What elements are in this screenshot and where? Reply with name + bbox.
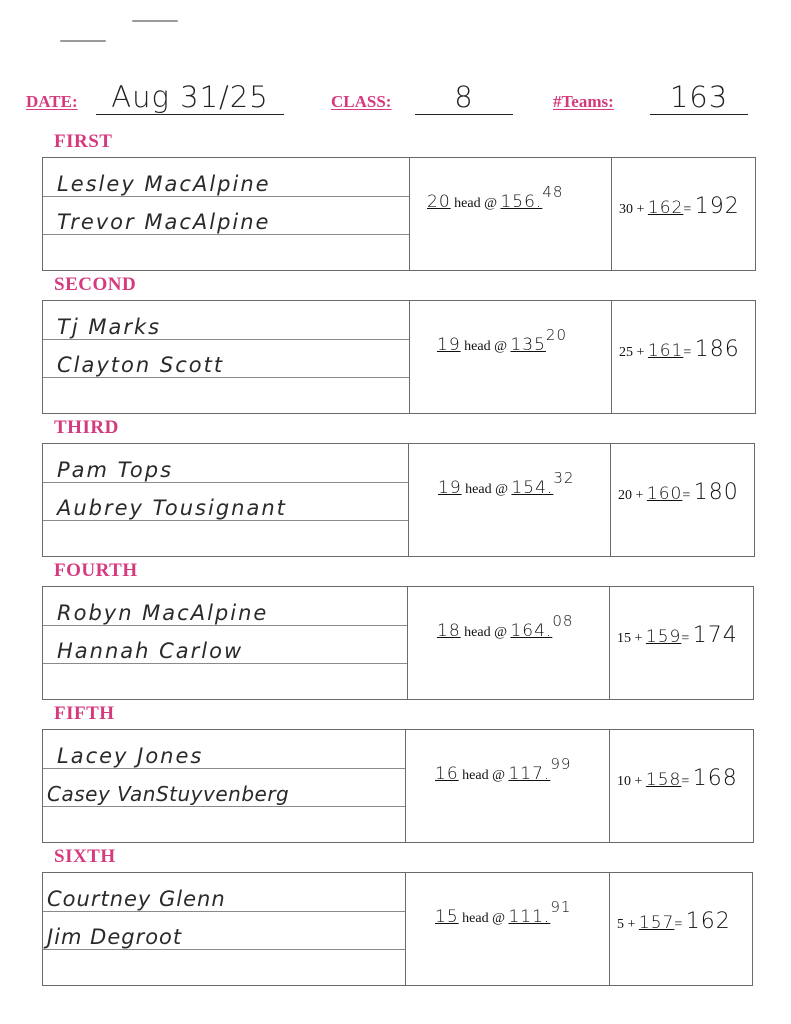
points: 25 + xyxy=(619,345,645,360)
score-entry xyxy=(619,337,740,362)
score-entry xyxy=(619,194,740,219)
name-line xyxy=(43,806,405,807)
points: 30 + xyxy=(619,202,645,217)
head-time-column xyxy=(405,873,610,985)
time-value: 117. xyxy=(508,764,551,784)
total-score: 180 xyxy=(693,480,739,505)
teams-label: #Teams: xyxy=(553,92,614,111)
team-member-1: Courtney Glenn xyxy=(47,887,226,911)
names-column xyxy=(43,587,408,699)
placing-card xyxy=(42,872,753,986)
team-member-1: Robyn MacAlpine xyxy=(57,601,269,625)
class-value: 8 xyxy=(415,80,513,115)
points: 5 + xyxy=(617,917,636,932)
teams-value: 163 xyxy=(650,80,748,115)
total-score: 168 xyxy=(692,766,738,791)
head-time-entry xyxy=(435,898,572,927)
name-line xyxy=(43,377,409,378)
score-column xyxy=(611,301,755,413)
class-label: CLASS: xyxy=(331,92,392,111)
name-line xyxy=(43,911,405,912)
points: 10 + xyxy=(617,774,643,789)
place-title: THIRD xyxy=(54,417,119,438)
subtotal: 160 xyxy=(646,484,683,504)
time-value: 154. xyxy=(511,478,554,498)
head-at-label: head @ xyxy=(462,768,505,783)
name-line xyxy=(43,196,409,197)
name-line xyxy=(43,768,405,769)
head-time-entry xyxy=(427,183,564,212)
head-time-entry xyxy=(437,326,568,355)
name-line xyxy=(43,520,408,521)
place-title: FIRST xyxy=(54,131,113,152)
date-value: Aug 31/25 xyxy=(96,80,284,115)
head-time-entry xyxy=(437,612,574,641)
head-at-label: head @ xyxy=(464,625,507,640)
date-label: DATE: xyxy=(26,92,78,111)
head-at-label: head @ xyxy=(465,482,508,497)
names-column xyxy=(43,158,410,270)
name-line xyxy=(43,482,408,483)
names-column xyxy=(43,444,409,556)
head-count: 20 xyxy=(427,192,451,212)
head-at-label: head @ xyxy=(454,196,497,211)
head-time-column xyxy=(405,730,610,842)
team-member-1: Tj Marks xyxy=(57,315,162,339)
name-line xyxy=(43,234,409,235)
total-score: 186 xyxy=(694,337,740,362)
name-line xyxy=(43,339,409,340)
scan-mark xyxy=(60,40,106,42)
team-member-1: Lacey Jones xyxy=(57,744,204,768)
time-decimal: 99 xyxy=(550,755,572,773)
name-line xyxy=(43,949,405,950)
equals-sign: = xyxy=(674,917,683,932)
name-line xyxy=(43,625,407,626)
score-column xyxy=(609,587,753,699)
head-count: 19 xyxy=(438,478,462,498)
placing-card xyxy=(42,729,754,843)
time-value: 135 xyxy=(510,335,546,355)
names-column xyxy=(43,730,406,842)
head-time-entry xyxy=(435,755,572,784)
time-value: 111. xyxy=(508,907,551,927)
place-title: SECOND xyxy=(54,274,137,295)
subtotal: 159 xyxy=(645,627,682,647)
head-count: 16 xyxy=(435,764,459,784)
head-count: 19 xyxy=(437,335,461,355)
total-score: 174 xyxy=(692,623,738,648)
time-value: 156. xyxy=(500,192,543,212)
subtotal: 158 xyxy=(645,770,682,790)
team-member-2: Clayton Scott xyxy=(57,353,225,377)
total-score: 192 xyxy=(694,194,740,219)
subtotal: 157 xyxy=(638,913,675,933)
time-decimal: 91 xyxy=(550,898,572,916)
subtotal: 162 xyxy=(647,198,684,218)
head-at-label: head @ xyxy=(464,339,507,354)
head-time-column xyxy=(409,158,612,270)
placing-card xyxy=(42,157,756,271)
names-column xyxy=(43,301,410,413)
head-time-column xyxy=(408,444,611,556)
equals-sign: = xyxy=(683,202,692,217)
time-decimal: 48 xyxy=(542,183,564,201)
time-decimal: 32 xyxy=(553,469,575,487)
score-entry xyxy=(617,766,738,791)
total-score: 162 xyxy=(685,909,731,934)
placing-card xyxy=(42,586,754,700)
equals-sign: = xyxy=(682,488,691,503)
head-count: 18 xyxy=(437,621,461,641)
score-column xyxy=(611,158,755,270)
team-member-2: Jim Degroot xyxy=(47,925,183,949)
score-entry xyxy=(618,480,739,505)
team-member-2: Hannah Carlow xyxy=(57,639,244,663)
team-member-1: Pam Tops xyxy=(57,458,174,482)
score-entry xyxy=(617,623,738,648)
subtotal: 161 xyxy=(647,341,684,361)
head-time-column xyxy=(409,301,612,413)
points: 15 + xyxy=(617,631,643,646)
score-entry xyxy=(617,909,731,934)
team-member-1: Lesley MacAlpine xyxy=(57,172,271,196)
equals-sign: = xyxy=(683,345,692,360)
team-member-2: Trevor MacAlpine xyxy=(57,210,271,234)
head-time-entry xyxy=(438,469,575,498)
team-member-2: Aubrey Tousignant xyxy=(57,496,287,520)
team-member-2: Casey VanStuyvenberg xyxy=(47,782,290,806)
placing-card xyxy=(42,300,756,414)
place-title: FIFTH xyxy=(54,703,115,724)
time-decimal: 20 xyxy=(545,326,568,344)
head-at-label: head @ xyxy=(462,911,505,926)
place-title: SIXTH xyxy=(54,846,116,867)
equals-sign: = xyxy=(681,774,690,789)
score-column xyxy=(610,444,754,556)
place-title: FOURTH xyxy=(54,560,138,581)
score-column xyxy=(609,873,752,985)
points: 20 + xyxy=(618,488,644,503)
placing-card xyxy=(42,443,755,557)
name-line xyxy=(43,663,407,664)
time-decimal: 08 xyxy=(552,612,574,630)
scan-mark xyxy=(132,20,178,22)
head-count: 15 xyxy=(435,907,459,927)
equals-sign: = xyxy=(681,631,690,646)
head-time-column xyxy=(407,587,610,699)
time-value: 164. xyxy=(510,621,553,641)
score-column xyxy=(609,730,753,842)
names-column xyxy=(43,873,406,985)
